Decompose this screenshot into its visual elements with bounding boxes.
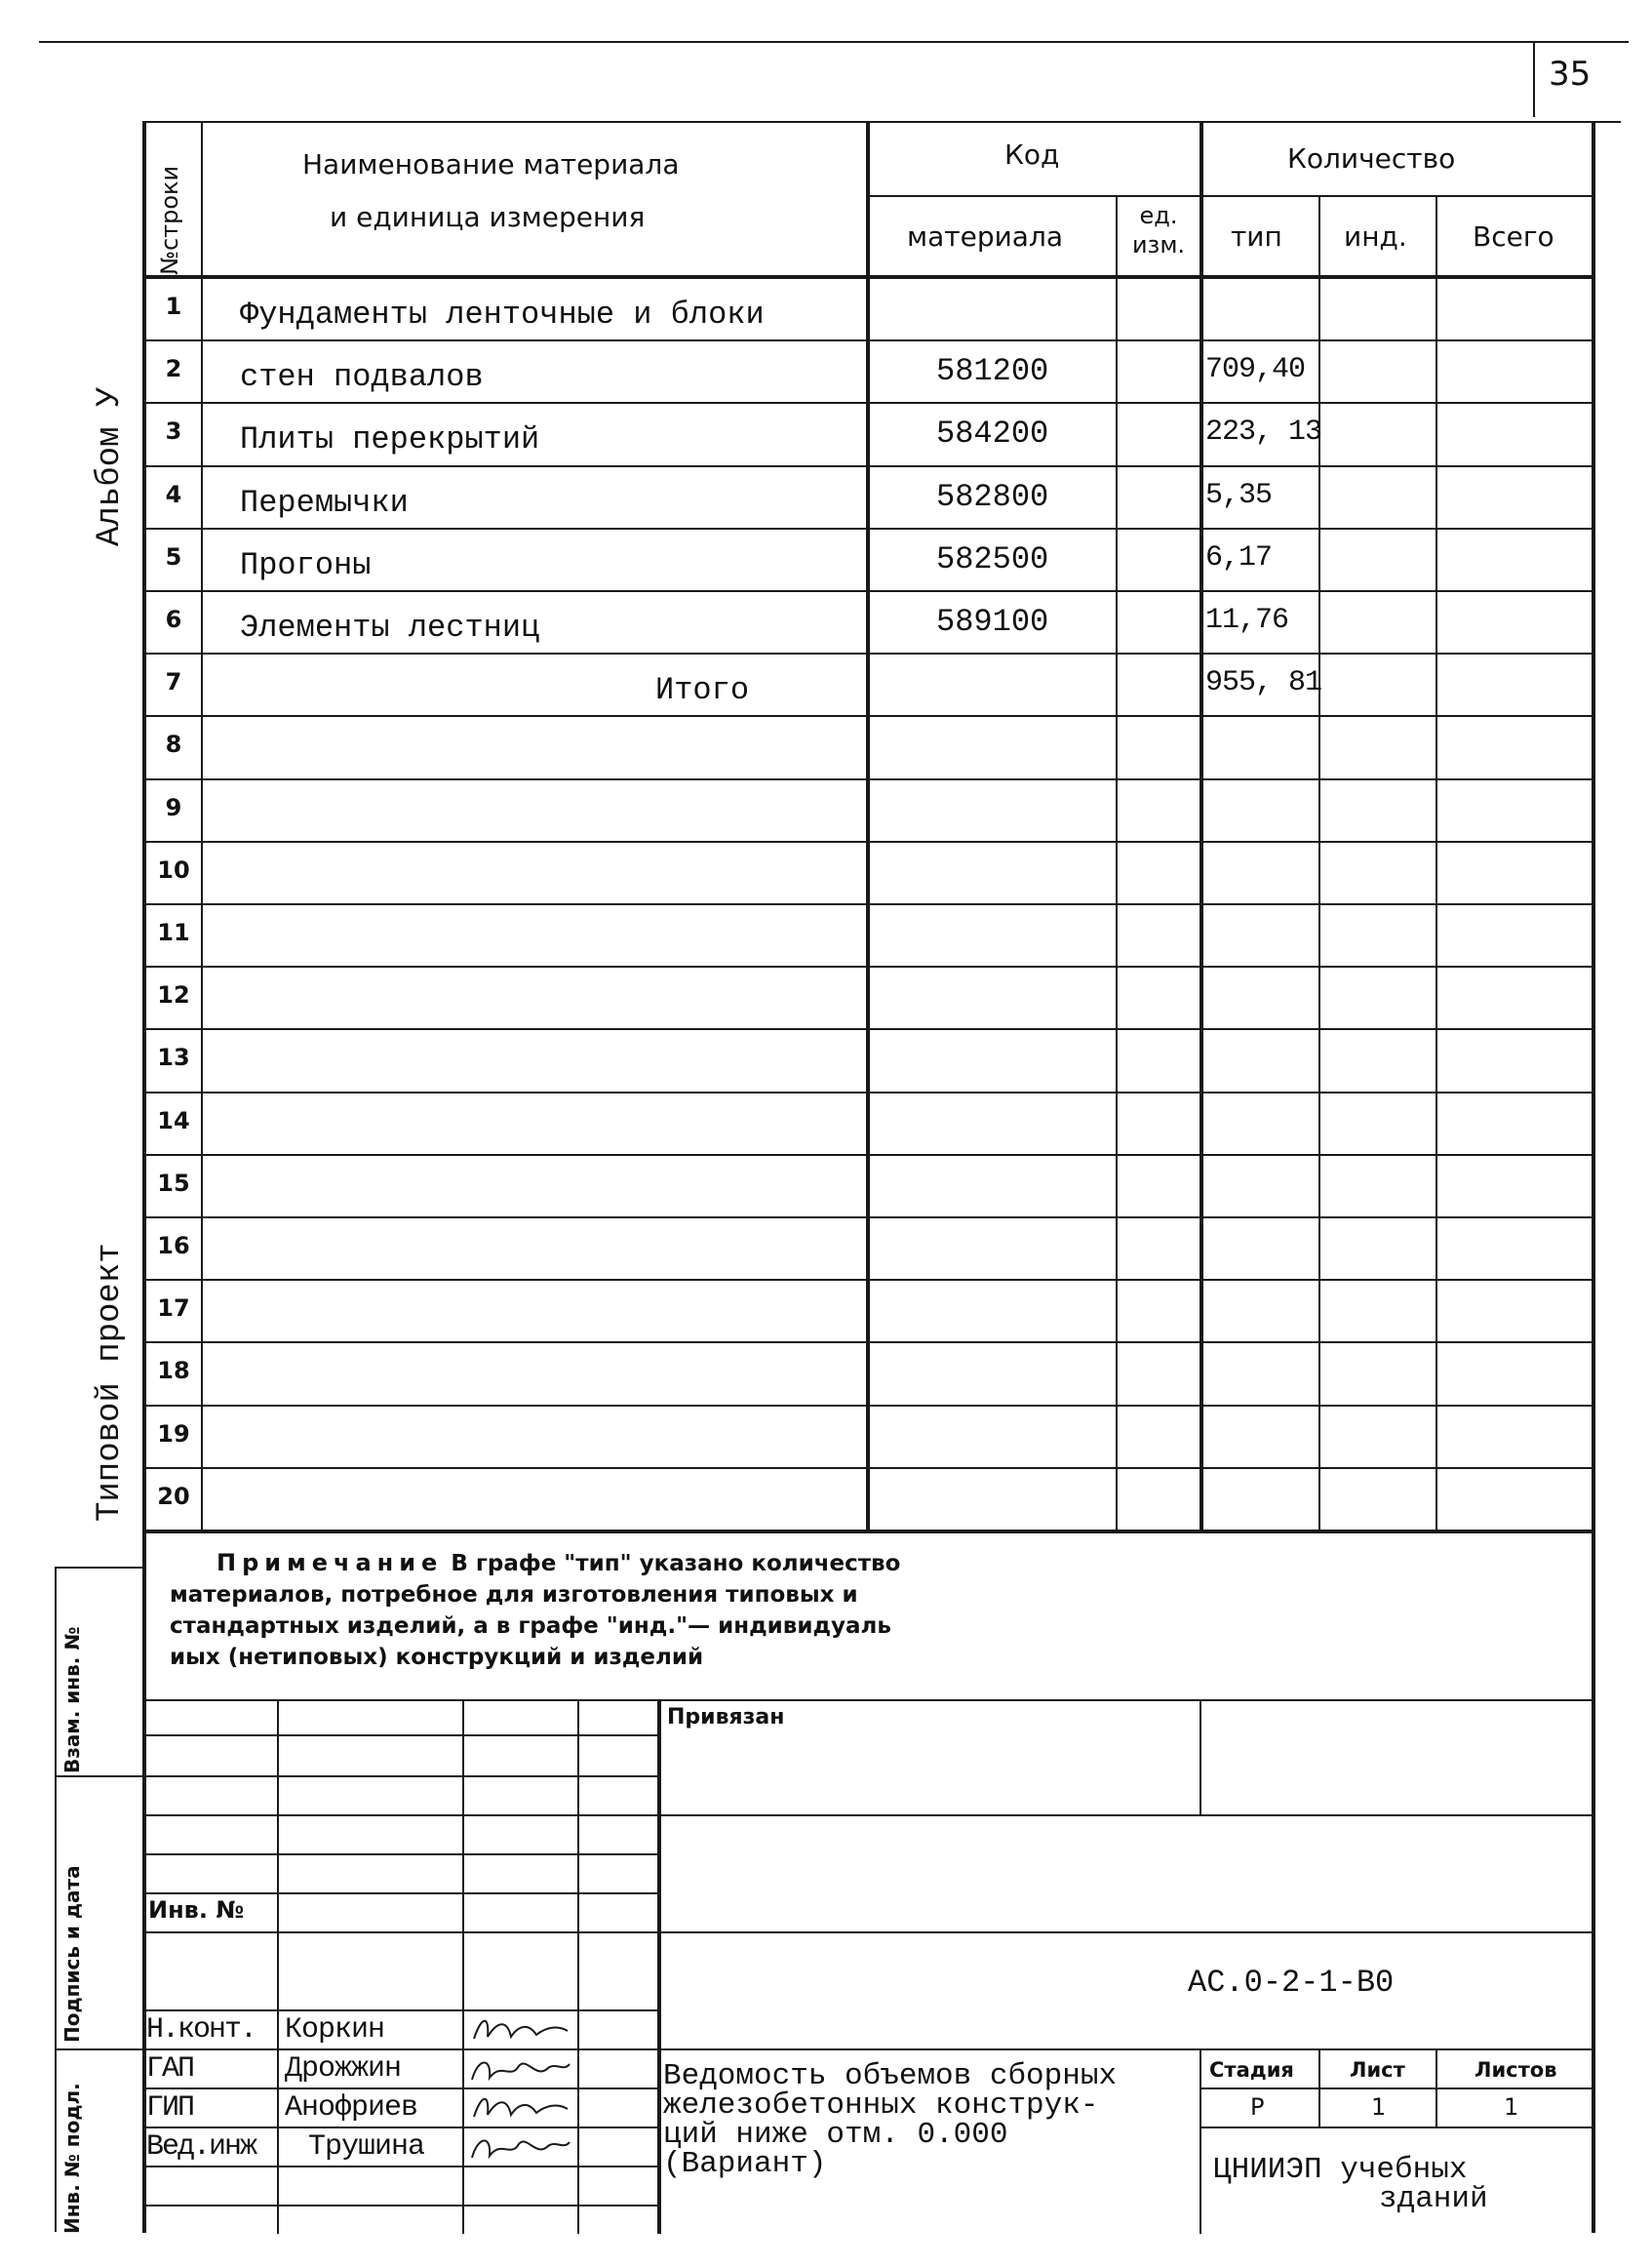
tb-line-3: [142, 1775, 659, 1777]
material-code: 582500: [936, 541, 1049, 577]
quantity-type: 5,35: [1205, 479, 1273, 512]
ind-col-line: [1318, 195, 1320, 1531]
row-separator: [142, 1341, 1595, 1343]
material-name: Элементы лестниц: [240, 610, 540, 646]
row-separator: [142, 653, 1595, 655]
page-number-divider: [1533, 41, 1535, 117]
row-number: 2: [165, 355, 182, 382]
person-role: ГАП: [146, 2052, 194, 2086]
stamp-line-1: [55, 1567, 144, 1569]
tb-col-2: [462, 1699, 464, 2234]
tb-col-1: [277, 1699, 279, 2234]
person-name: Трушина: [308, 2130, 425, 2164]
organization: [1213, 2153, 1488, 2216]
row-separator: [142, 903, 1595, 905]
stamp-signature-date: Подпись и дата: [60, 1865, 84, 2043]
signature-mark: [468, 2089, 573, 2127]
row-number: 14: [157, 1107, 190, 1134]
sheets-label: Листов: [1475, 2058, 1557, 2082]
row-number: 12: [157, 981, 190, 1009]
stamp-inv-podl: Инв. № подл.: [60, 2083, 84, 2234]
material-name: Итого: [655, 672, 750, 708]
row-separator: [142, 841, 1595, 843]
code-col-line: [866, 121, 870, 1531]
document-code: АС.0-2-1-В0: [1188, 1965, 1395, 2001]
tb-line-1: [142, 1699, 1595, 1701]
tb-line-12: [1200, 2087, 1593, 2089]
org-line2: зданий: [1379, 2182, 1488, 2216]
quantity-type: 223, 13: [1205, 416, 1322, 449]
tb-col-3: [577, 1699, 579, 2234]
row-separator: [142, 1467, 1595, 1469]
unit-col-line: [1116, 195, 1118, 1531]
row-number: 10: [157, 856, 190, 884]
privyazan-label: Привязан: [667, 1705, 785, 1729]
person-name: Анофриев: [285, 2091, 418, 2125]
org-line1: ЦНИИЭП учебных: [1213, 2153, 1468, 2187]
tb-col-8: [1436, 2048, 1437, 2127]
document-title: [663, 2059, 1118, 2181]
row-number: 1: [165, 293, 182, 320]
qty-ind-header: инд.: [1344, 220, 1407, 253]
person-name: Коркин: [285, 2013, 385, 2047]
rownum-col-line: [201, 121, 203, 1531]
top-rule: [39, 41, 1629, 43]
row-number: 5: [165, 543, 182, 571]
row-number: 7: [165, 668, 182, 696]
row-number: 18: [157, 1357, 190, 1384]
header-mid-line: [866, 195, 1593, 197]
row-separator: [142, 1279, 1595, 1281]
row-separator: [142, 1028, 1595, 1030]
album-label: Альбом У: [92, 386, 129, 546]
stamp-vzam-inv: Взам. инв. №: [60, 1626, 84, 1773]
person-role: Н.конт.: [146, 2013, 256, 2047]
row-separator: [142, 1405, 1595, 1407]
stamp-left-border: [55, 1567, 57, 2232]
qty-total-header: Всего: [1473, 220, 1554, 253]
tb-col-5: [1200, 1699, 1201, 1814]
note-line1: В графе "тип" указано количество: [451, 1551, 901, 1576]
quantity-header: Количество: [1287, 142, 1456, 175]
row-number: 11: [157, 919, 190, 946]
note-line3: стандартных изделий, а в графе "инд."— индивидуаль: [170, 1613, 891, 1639]
code-unit-header: ед. изм.: [1131, 202, 1186, 258]
stamp-line-2: [55, 1775, 144, 1777]
quantity-type: 6,17: [1205, 541, 1273, 575]
code-material-header: материала: [907, 220, 1064, 253]
row-number: 6: [165, 606, 182, 633]
tb-line-7: [142, 1931, 1595, 1933]
name-header-line2: и единица измерения: [330, 201, 646, 233]
table-bottom-line: [142, 1530, 1595, 1533]
row-number: 8: [165, 731, 182, 758]
row-number: 20: [157, 1483, 190, 1510]
note-line4: иых (нетиповых) конструкций и изделий: [170, 1645, 704, 1670]
tb-line-9: [142, 2048, 1595, 2050]
title-line4: (Вариант): [663, 2147, 827, 2181]
inv-no-label: Инв. №: [148, 1896, 245, 1924]
sheets-value: 1: [1504, 2093, 1519, 2121]
note-line2: материалов, потребное для изготовления типовых и: [170, 1582, 858, 1608]
quantity-type: 11,76: [1205, 604, 1289, 637]
row-separator: [142, 966, 1595, 968]
tb-line-10: [142, 2087, 659, 2089]
stage-value: Р: [1250, 2093, 1265, 2121]
signature-mark: [468, 2011, 573, 2048]
row-separator: [142, 1154, 1595, 1156]
title-line3: ций ниже отм. 0.000: [663, 2118, 1008, 2152]
material-name: Фундаменты ленточные и блоки: [240, 297, 765, 333]
name-header-line1: Наименование материала: [302, 148, 680, 180]
row-separator: [142, 1216, 1595, 1218]
tb-line-15: [142, 2205, 659, 2206]
row-separator: [142, 715, 1595, 717]
material-name: стен подвалов: [240, 359, 484, 395]
material-code: 584200: [936, 416, 1049, 452]
note-lead: Примечание: [216, 1549, 444, 1576]
row-separator: [142, 778, 1595, 780]
row-number: 16: [157, 1232, 190, 1259]
header-bottom-line: [142, 275, 1595, 279]
row-number: 9: [165, 794, 182, 821]
row-number: 3: [165, 417, 182, 445]
page-number: 35: [1549, 55, 1592, 94]
material-code: 581200: [936, 353, 1049, 389]
person-role: Вед.инж: [146, 2130, 256, 2164]
material-name: Перемычки: [240, 485, 409, 521]
stage-label: Стадия: [1209, 2058, 1294, 2082]
qty-col-line: [1200, 121, 1203, 1531]
row-separator: [142, 339, 1595, 341]
material-code: 589100: [936, 604, 1049, 640]
row-separator: [142, 590, 1595, 592]
sheet-value: 1: [1371, 2093, 1387, 2121]
row-separator: [142, 465, 1595, 467]
material-code: 582800: [936, 479, 1049, 515]
stamp-line-3: [55, 2048, 144, 2050]
tb-line-13: [1200, 2127, 1593, 2128]
title-line2: железобетонных конструк-: [663, 2088, 1099, 2123]
note-block: [170, 1547, 900, 1673]
row-number: 15: [157, 1170, 190, 1197]
total-col-line: [1436, 195, 1437, 1531]
table-right-border: [1592, 121, 1595, 2233]
row-separator: [142, 1092, 1595, 1093]
quantity-type: 709,40: [1205, 353, 1306, 386]
tb-line-14: [142, 2166, 659, 2167]
tb-col-7: [1318, 2048, 1320, 2127]
tb-line-5: [142, 1853, 659, 1855]
person-role: ГИП: [146, 2091, 194, 2125]
tb-line-8: [142, 2009, 659, 2011]
material-name: Плиты перекрытий: [240, 421, 540, 457]
tb-line-6: [142, 1892, 659, 1894]
quantity-type: 955, 81: [1205, 666, 1322, 699]
tb-line-2: [142, 1734, 659, 1736]
row-number: 13: [157, 1044, 190, 1071]
tb-col-4: [657, 1699, 661, 2234]
sheet-label: Лист: [1350, 2058, 1405, 2082]
code-header: Код: [1004, 139, 1060, 171]
row-number: 4: [165, 481, 182, 508]
tb-col-6: [1200, 2048, 1201, 2234]
tb-line-4: [142, 1814, 1595, 1816]
title-line1: Ведомость объемов сборных: [663, 2059, 1118, 2093]
person-name: Дрожжин: [285, 2052, 402, 2086]
qty-type-header: тип: [1231, 220, 1282, 253]
project-label: Типовой проект: [92, 1243, 129, 1522]
row-separator: [142, 528, 1595, 530]
material-name: Прогоны: [240, 547, 372, 583]
row-number: 17: [157, 1294, 190, 1322]
row-number-header: №строки: [156, 165, 183, 275]
row-separator: [142, 402, 1595, 404]
tb-line-11: [142, 2127, 659, 2128]
signature-mark: [468, 2128, 573, 2166]
row-number: 19: [157, 1420, 190, 1448]
signature-mark: [468, 2050, 573, 2087]
header-top-right-ext: [1592, 121, 1621, 123]
